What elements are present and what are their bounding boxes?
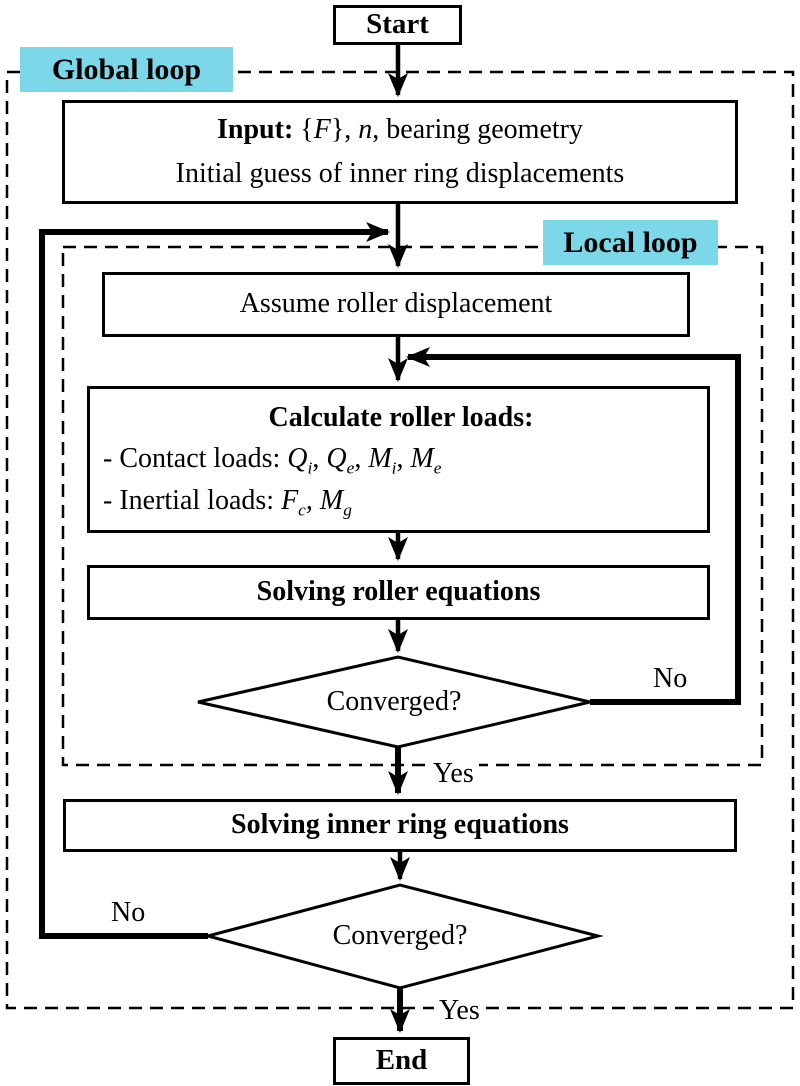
math-term: F: [281, 484, 299, 516]
calculate-roller-loads-node: [87, 386, 710, 533]
global-loop-label: Global loop: [20, 47, 233, 92]
local-converged-text: Converged?: [326, 686, 462, 717]
start-label: Start: [366, 8, 429, 41]
end-node: [333, 1037, 470, 1085]
solving-inner-ring-equations-node: Solving inner ring equations: [63, 799, 737, 852]
math-term: F: [313, 114, 331, 146]
global-converged-text: Converged?: [332, 920, 468, 951]
math-term: Q: [326, 443, 347, 475]
calculate-title: Calculate roller loads:: [268, 402, 534, 434]
math-term: M: [319, 484, 344, 516]
contact-loads-line: - Contact loads: $Q_i$, $Q_e$, $M_i$, $M_e$: [103, 443, 442, 478]
global-no-label: No: [106, 896, 150, 930]
start-node: [333, 5, 462, 45]
local-yes-label: Yes: [428, 758, 479, 790]
math-term: Q: [287, 443, 308, 475]
math-term: n: [358, 114, 373, 146]
math-term: M: [410, 443, 434, 475]
input-node: [62, 100, 738, 204]
global-yes-label: Yes: [434, 995, 485, 1027]
assume-roller-displacement-node: Assume roller displacement: [102, 272, 690, 337]
solving-roller-equations-node: Solving roller equations: [87, 565, 710, 620]
end-label: End: [375, 1044, 428, 1077]
inertial-loads-line: - Inertial loads: $F_c$, $M_g$: [103, 484, 352, 520]
local-no-label: No: [648, 662, 692, 696]
input-line-2: Initial guess of inner ring displacements: [175, 157, 625, 189]
math-term: M: [368, 443, 392, 475]
input-line-1: Input: {F}, n, bearing geometry: [217, 114, 583, 146]
local-loop-label: Local loop: [543, 220, 718, 265]
